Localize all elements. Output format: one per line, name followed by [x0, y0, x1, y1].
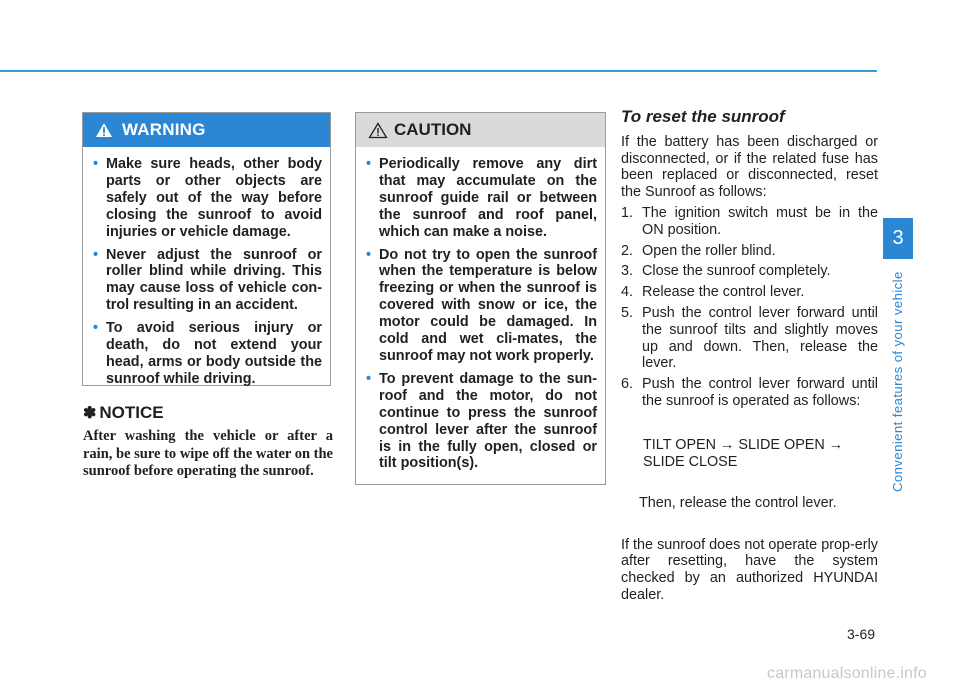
warning-title: WARNING — [122, 120, 206, 139]
warning-list — [83, 147, 330, 388]
caution-list — [356, 147, 605, 472]
page-number: 3-69 — [847, 626, 876, 642]
operation-sequence — [643, 437, 878, 471]
reset-intro: If the battery has been discharged or disconnected, or if the related fuse has been replaced or disconnected, reset the Sunroof as follows: — [621, 133, 878, 201]
watermark: carmanualsonline.info — [767, 665, 927, 682]
top-rule — [0, 70, 877, 72]
closing-note: If the sunroof does not operate prop-erly after resetting, have the system checked by an authorized HYUNDAI dealer. — [621, 536, 878, 603]
list-item: • To avoid serious injury or death, do not extend your head, arms or body outside the sunroof while driving. — [93, 320, 322, 387]
bullet-icon: • — [366, 370, 372, 387]
list-item: • Make sure heads, other body parts or other objects are safely out of the way before closing the sunroof to avoid injuries or vehicle damage. — [93, 156, 322, 240]
list-item: • Never adjust the sunroof or roller blind while driving. This may cause loss of vehicle con-trol resulting in an accident. — [93, 246, 322, 314]
sequence-line: SLIDE CLOSE — [643, 453, 738, 470]
list-item: 5. Push the control lever forward until the sunroof tilts and slightly moves up and down. Then, release the lever. — [621, 304, 878, 372]
chapter-number-tab: 3 — [883, 218, 913, 259]
bullet-icon: • — [366, 156, 372, 172]
caution-header — [356, 113, 605, 147]
reset-section — [621, 109, 878, 604]
list-item: 1. The ignition switch must be in the ON position. — [621, 204, 878, 238]
list-item: 4. Release the control lever. — [621, 284, 805, 301]
caution-title: CAUTION — [394, 120, 472, 139]
warning-triangle-icon — [95, 122, 113, 138]
bullet-icon: • — [93, 320, 99, 337]
list-item: 2. Open the roller blind. — [621, 242, 776, 259]
reset-steps — [621, 205, 878, 410]
warning-box — [82, 112, 331, 386]
sequence-line: TILT OPEN → SLIDE OPEN → — [643, 436, 844, 453]
chapter-title: Convenient features of your vehicle — [890, 271, 905, 492]
notice-title: NOTICE — [99, 403, 164, 422]
list-item: 6. Push the control lever forward until the sunroof is operated as follows: — [621, 376, 878, 409]
list-item: 3. Close the sunroof completely. — [621, 263, 831, 280]
notice-heading — [83, 403, 164, 423]
notice-text: After washing the vehicle or after a rain, be sure to wipe off the water on the sunroof before operating the sunroof. — [83, 428, 333, 479]
bullet-icon: • — [366, 246, 372, 263]
list-item: • Do not try to open the sunroof when the temperature is below freezing or when the sunroof is covered with snow or ice, the motor could be damaged. In cold and wet cli-mates, the sunroof may not work properly. — [366, 246, 597, 364]
bullet-icon: • — [93, 156, 99, 172]
warning-header — [83, 113, 330, 147]
release-note: Then, release the control lever. — [639, 494, 837, 511]
caution-triangle-icon — [368, 122, 388, 139]
list-item: • Periodically remove any dirt that may accumulate on the sunroof guide rail or between the sunroof and roof panel, which can make a noise. — [366, 156, 597, 240]
section-title: To reset the sunroof — [621, 107, 785, 126]
list-item: • To prevent damage to the sun-roof and the motor, do not continue to press the sunroof control lever after the sunroof is in the fully open, closed or tilt position(s). — [366, 370, 597, 472]
bullet-icon: • — [93, 246, 99, 263]
caution-box — [355, 112, 606, 485]
notice-mark-icon: ✽ — [83, 405, 97, 422]
